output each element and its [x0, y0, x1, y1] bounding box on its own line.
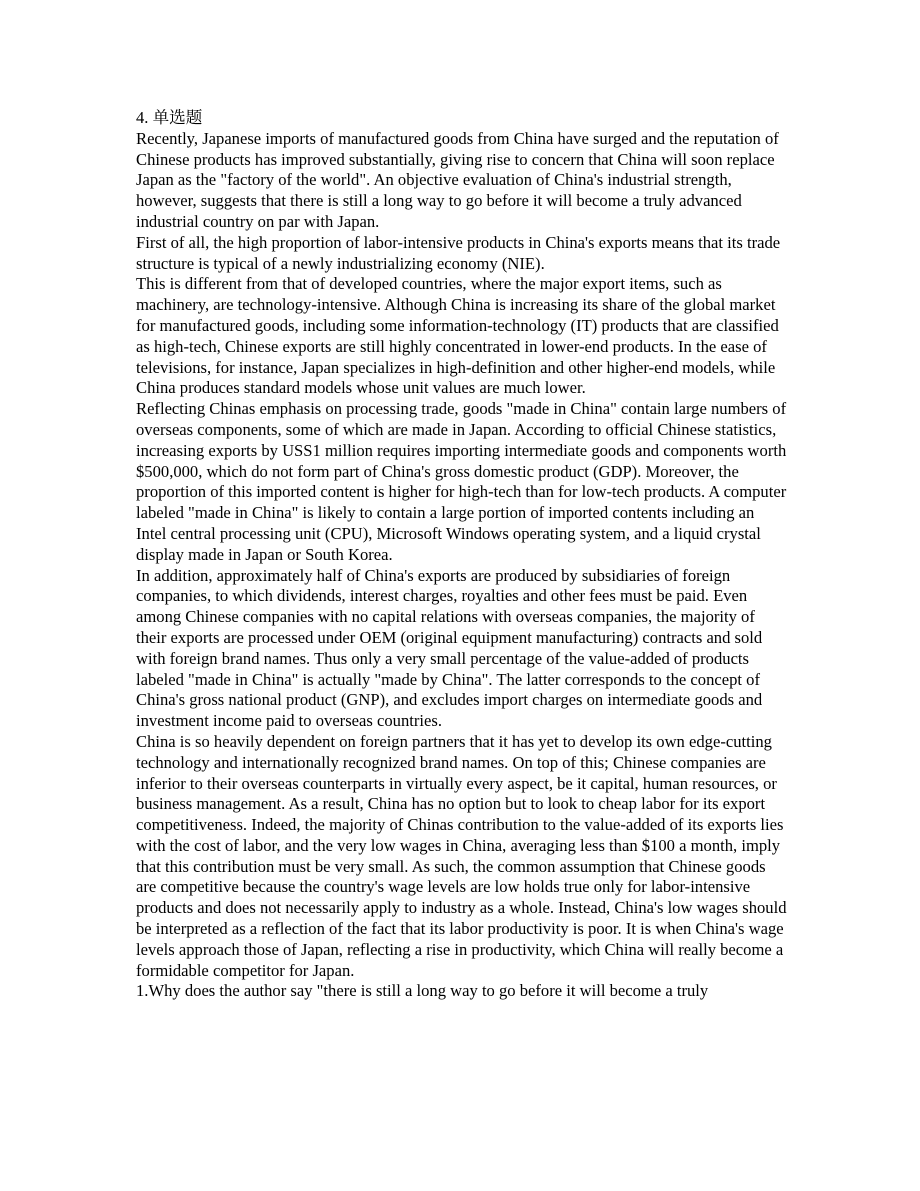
paragraph-trade-structure: First of all, the high proportion of labor-intensive products in China's exports means that its trade structure is typical of a newly industrializing economy (NIE). — [136, 232, 781, 273]
paragraph-developed-countries: This is different from that of developed countries, where the major export items, such as machinery, are technology-intensive. Although China is increasing its share of the global market for manufactured goods, including some information-technology (IT) products that are classified as high-tech, Chinese exports are still highly concentrated in lower-end products. In the ease of televisions, for instance, Japan specializes in high-definition and other higher-end models, while China produces standard models whose unit values are much lower. — [136, 274, 779, 398]
question-1-text: 1.Why does the author say "there is still a long way to go before it will become a truly — [136, 981, 709, 1001]
paragraph-intro: Recently, Japanese imports of manufactured goods from China have surged and the reputation of Chinese products has improved substantially, giving rise to concern that China will soon replace Japan as the "factory of the world". An objective evaluation of China's industrial strength, however, suggests that there is still a long way to go before it will become a truly advanced industrial country on par with Japan. — [136, 128, 779, 231]
question-type-heading: 4. 单选题 — [136, 108, 203, 127]
paragraph-foreign-subsidiaries: In addition, approximately half of China's exports are produced by subsidiaries of foreign companies, to which dividends, interest charges, royalties and other fees must be paid. Even among Chinese companies with no capital relations with overseas companies, the majority of their exports are processed under OEM (original equipment manufacturing) contracts and sold with foreign brand names. Thus only a very small percentage of the value-added of products labeled "made in China" is actually "made by China". The latter corresponds to the concept of China's gross national product (GNP), and excludes import charges on intermediate goods and investment income paid to overseas countries. — [136, 565, 763, 731]
paragraph-dependence: China is so heavily dependent on foreign partners that it has yet to develop its own edge-cutting technology and internationally recognized brand names. On top of this; Chinese companies are inferior to their overseas counterparts in virtually every aspect, be it capital, human resources, or business management. As a result, China has no option but to look to cheap labor for its export competitiveness. Indeed, the majority of Chinas contribution to the value-added of its exports lies with the cost of labor, and the very low wages in China, averaging less than $100 a month, imply that this contribution must be very small. As such, the common assumption that Chinese goods are competitive because the country's wage levels are low holds true only for labor-intensive products and does not necessarily apply to industry as a whole. Instead, China's low wages should be interpreted as a reflection of the fact that its labor productivity is poor. It is when China's wage levels approach those of Japan, reflecting a rise in productivity, which China will really become a formidable competitor for Japan. — [136, 731, 787, 980]
document-body — [136, 108, 788, 1002]
paragraph-processing-trade: Reflecting Chinas emphasis on processing trade, goods "made in China" contain large numbers of overseas components, some of which are made in Japan. According to official Chinese statistics, increasing exports by USS1 million requires importing intermediate goods and components worth $500,000, which do not form part of China's gross domestic product (GDP). Moreover, the proportion of this imported content is higher for high-tech than for low-tech products. A computer labeled "made in China" is likely to contain a large portion of imported contents including an Intel central processing unit (CPU), Microsoft Windows operating system, and a liquid crystal display made in Japan or South Korea. — [136, 399, 787, 564]
